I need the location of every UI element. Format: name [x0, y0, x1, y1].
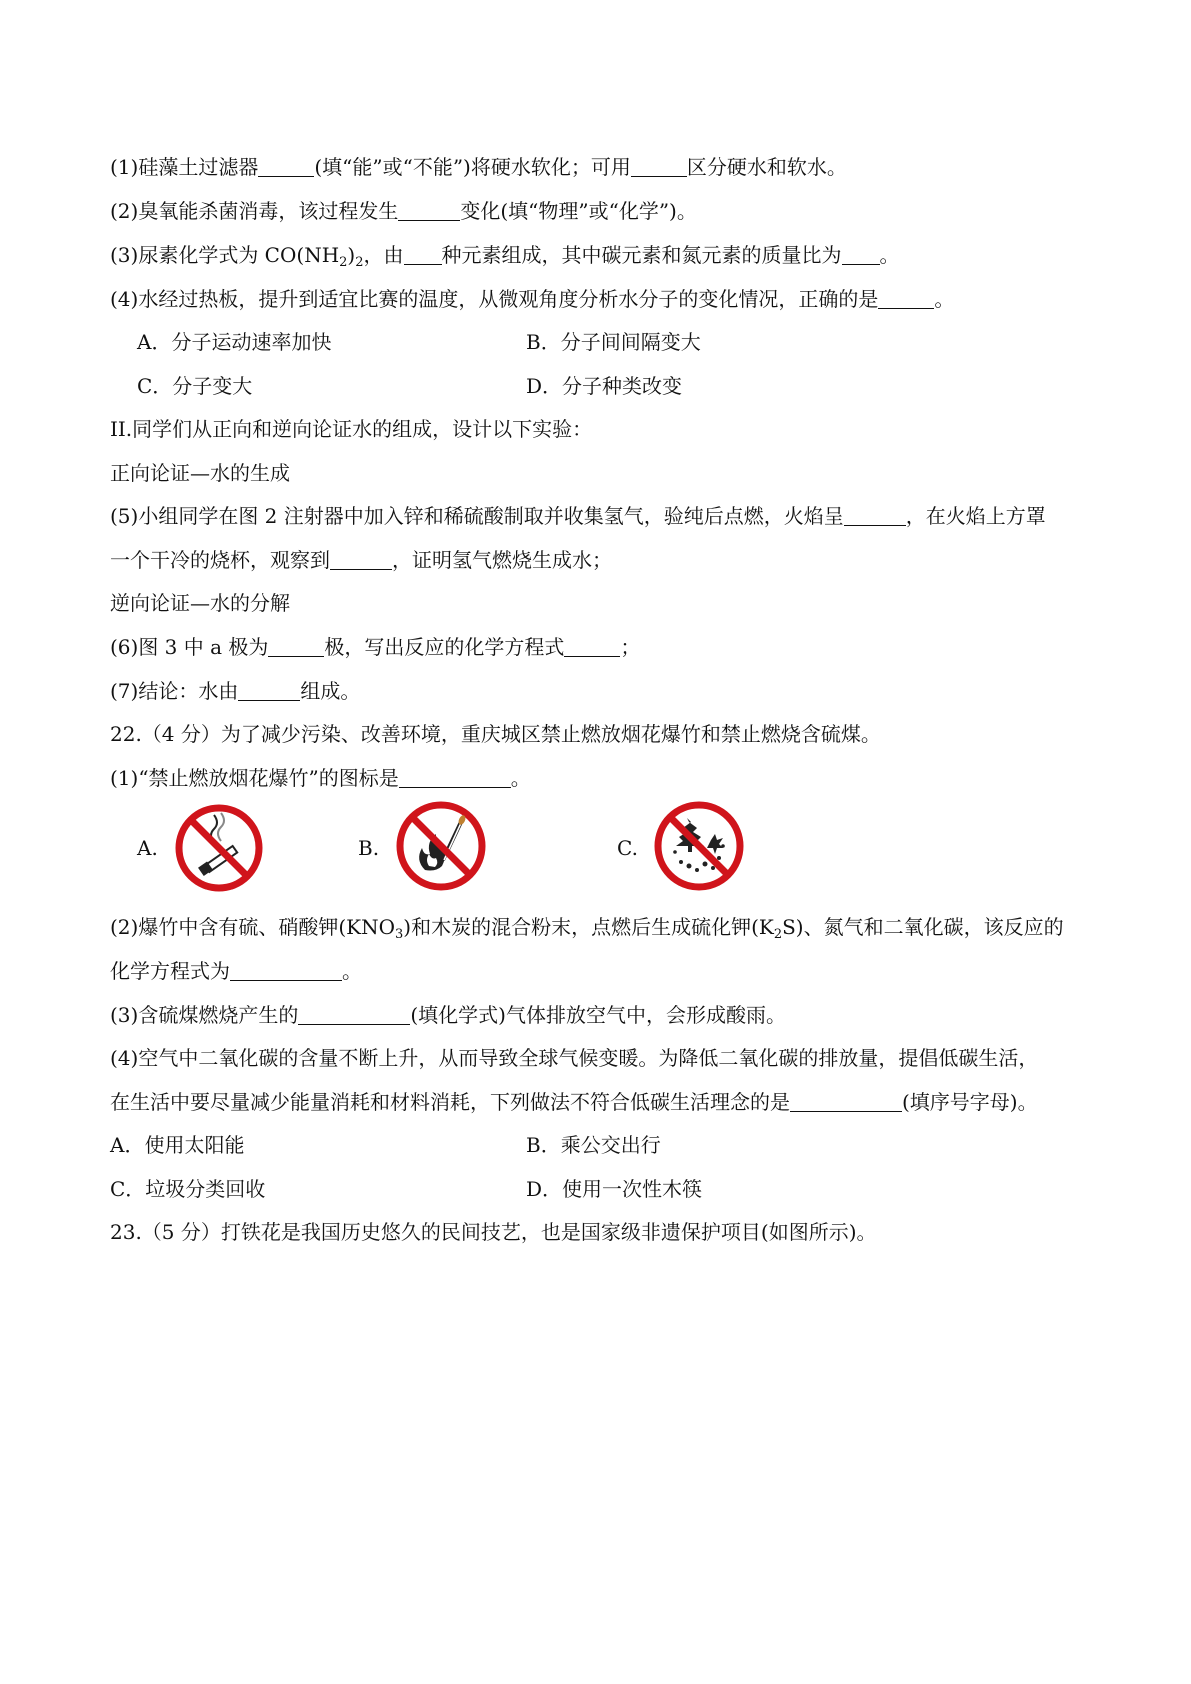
- q21-part2-heading: II.同学们从正向和逆向论证水的组成，设计以下实验：: [110, 417, 593, 441]
- answer-blank[interactable]: [564, 636, 620, 657]
- answer-blank[interactable]: [844, 505, 906, 526]
- q22-option-c: C．垃圾分类回收: [110, 1177, 266, 1201]
- q22-option-d: D．使用一次性木筷: [526, 1177, 703, 1201]
- answer-blank[interactable]: [238, 680, 300, 701]
- q21-option-c: C．分子变大: [137, 374, 253, 398]
- answer-blank[interactable]: [842, 244, 880, 265]
- no-smoking-sign-icon[interactable]: [174, 803, 264, 893]
- answer-blank[interactable]: [790, 1091, 902, 1112]
- q21-line-5-cont: 一个干冷的烧杯，观察到 ，证明氢气燃烧生成水；: [110, 548, 612, 572]
- no-open-flame-sign-icon[interactable]: [395, 800, 487, 892]
- q23-title: 23.（5 分）打铁花是我国历史悠久的民间技艺，也是国家级非遗保护项目(如图所示)。: [110, 1220, 877, 1244]
- sign-label-c: C.: [617, 836, 638, 860]
- q21-option-d: D．分子种类改变: [526, 374, 683, 398]
- answer-blank[interactable]: [268, 636, 324, 657]
- answer-blank[interactable]: [398, 200, 460, 221]
- q22-line-2: (2)爆竹中含有硫、硝酸钾$(KNO_3)$和木炭的混合粉末，点燃后生成硫化钾$(K_2S)$、氮气和二氧化碳，该反应的: [110, 915, 1064, 942]
- q21-line-7: (7)结论：水由 组成。: [110, 679, 361, 703]
- answer-blank[interactable]: [258, 156, 314, 177]
- q22-title: 22.（4 分）为了减少污染、改善环境，重庆城区禁止燃放烟花爆竹和禁止燃烧含硫煤。: [110, 722, 881, 746]
- q21-line-3: (3)尿素化学式为 $CO(NH_2)_2$，由 种元素组成，其中碳元素和氮元素的质量比为 。: [110, 243, 900, 270]
- q22-option-a: A．使用太阳能: [110, 1133, 245, 1157]
- answer-blank[interactable]: [230, 960, 342, 981]
- answer-blank[interactable]: [330, 549, 392, 570]
- q21-reverse-heading: 逆向论证—水的分解: [110, 591, 290, 615]
- sign-label-a: A.: [137, 836, 158, 860]
- q22-line-1: (1)“禁止燃放烟花爆竹”的图标是 。: [110, 766, 531, 790]
- answer-blank[interactable]: [298, 1004, 410, 1025]
- answer-blank[interactable]: [878, 288, 934, 309]
- q21-line-4: (4)水经过热板，提升到适宜比赛的温度，从微观角度分析水分子的变化情况，正确的是 。: [110, 287, 955, 311]
- q22-option-b: B．乘公交出行: [526, 1133, 661, 1157]
- no-fireworks-sign-icon[interactable]: [653, 800, 745, 892]
- q21-line-1: (1)硅藻土过滤器 (填“能”或“不能”)将硬水软化；可用 区分硬水和软水。: [110, 155, 847, 179]
- sign-label-b: B.: [358, 836, 380, 860]
- answer-blank[interactable]: [631, 156, 687, 177]
- q21-option-a: A．分子运动速率加快: [137, 330, 332, 354]
- q21-line-5: (5)小组同学在图 2 注射器中加入锌和稀硫酸制取并收集氢气，验纯后点燃，火焰呈 ，在火焰上方罩: [110, 504, 1046, 528]
- q22-line-2-cont: 化学方程式为 。: [110, 959, 362, 983]
- q21-line-2: (2)臭氧能杀菌消毒，该过程发生 变化(填“物理”或“化学”)。: [110, 199, 697, 223]
- q22-line-4-cont: 在生活中要尽量减少能量消耗和材料消耗，下列做法不符合低碳生活理念的是 (填序号字母)。: [110, 1090, 1038, 1114]
- answer-blank[interactable]: [404, 244, 442, 265]
- q22-line-4: (4)空气中二氧化碳的含量不断上升，从而导致全球气候变暖。为降低二氧化碳的排放量，提倡低碳生活，: [110, 1046, 1039, 1070]
- answer-blank[interactable]: [399, 767, 511, 788]
- q21-option-b: B．分子间间隔变大: [526, 330, 701, 354]
- q21-line-6: (6)图 3 中 a 极为 极，写出反应的化学方程式 ；: [110, 635, 641, 659]
- q22-line-3: (3)含硫煤燃烧产生的 (填化学式)气体排放空气中，会形成酸雨。: [110, 1003, 786, 1027]
- q21-forward-heading: 正向论证—水的生成: [110, 461, 290, 485]
